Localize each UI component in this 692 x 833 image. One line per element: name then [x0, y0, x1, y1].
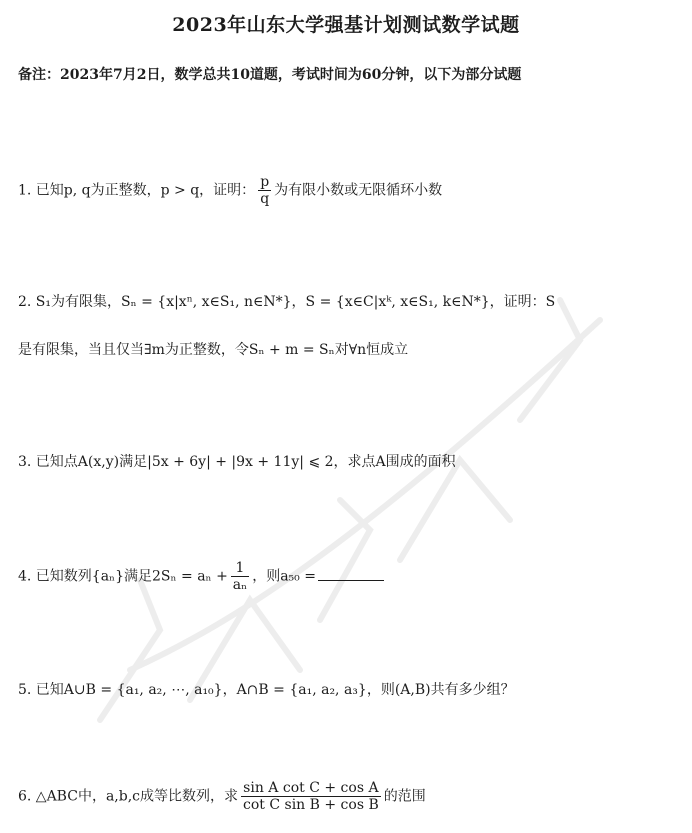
- question-3: 3. 已知点A(x,y)满足|5x + 6y| + |9x + 11y| ⩽ 2，求点A围成的面积: [18, 454, 456, 470]
- question-2-line-1: 2. S₁为有限集，Sₙ = {x|xⁿ, x∈S₁, n∈N*}，S = {x∈C|xᵏ, x∈S₁, k∈N*}，证明：S: [18, 294, 556, 310]
- fraction-numerator: sin A cot C + cos A: [241, 780, 381, 797]
- question-6: [18, 780, 426, 813]
- fraction: [241, 780, 381, 813]
- question-4: [18, 560, 384, 593]
- document-title: 2023年山东大学强基计划测试数学试题: [172, 14, 520, 36]
- question-4-tail: ，则a₅₀ =: [252, 568, 316, 585]
- fraction: [231, 560, 249, 593]
- question-1-tail: 为有限小数或无限循环小数: [274, 182, 443, 199]
- fraction-denominator: q: [260, 191, 270, 207]
- watermark: [40, 200, 660, 760]
- answer-blank: [318, 566, 384, 581]
- question-6-text: 6. △ABC中，a,b,c成等比数列，求: [18, 788, 238, 805]
- question-1-text: 1. 已知p, q为正整数，p > q，证明：: [18, 182, 256, 199]
- fraction-denominator: aₙ: [232, 577, 248, 593]
- fraction-numerator: 1: [231, 560, 249, 577]
- fraction: [258, 174, 271, 207]
- question-2-line-2: 是有限集，当且仅当∃m为正整数，令Sₙ + m = Sₙ对∀n恒成立: [18, 342, 409, 358]
- question-1: [18, 174, 442, 207]
- question-5: 5. 已知A∪B = {a₁, a₂, ⋯, a₁₀}，A∩B = {a₁, a₂, a₃}，则(A,B)共有多少组？: [18, 682, 515, 698]
- exam-note: 备注：2023年7月2日，数学总共10道题，考试时间为60分钟，以下为部分试题: [18, 67, 522, 83]
- fraction-numerator: p: [260, 174, 270, 190]
- question-4-text: 4. 已知数列{aₙ}满足2Sₙ = aₙ +: [18, 568, 228, 585]
- fraction-denominator: cot C sin B + cos B: [243, 797, 379, 813]
- question-6-tail: 的范围: [383, 788, 426, 805]
